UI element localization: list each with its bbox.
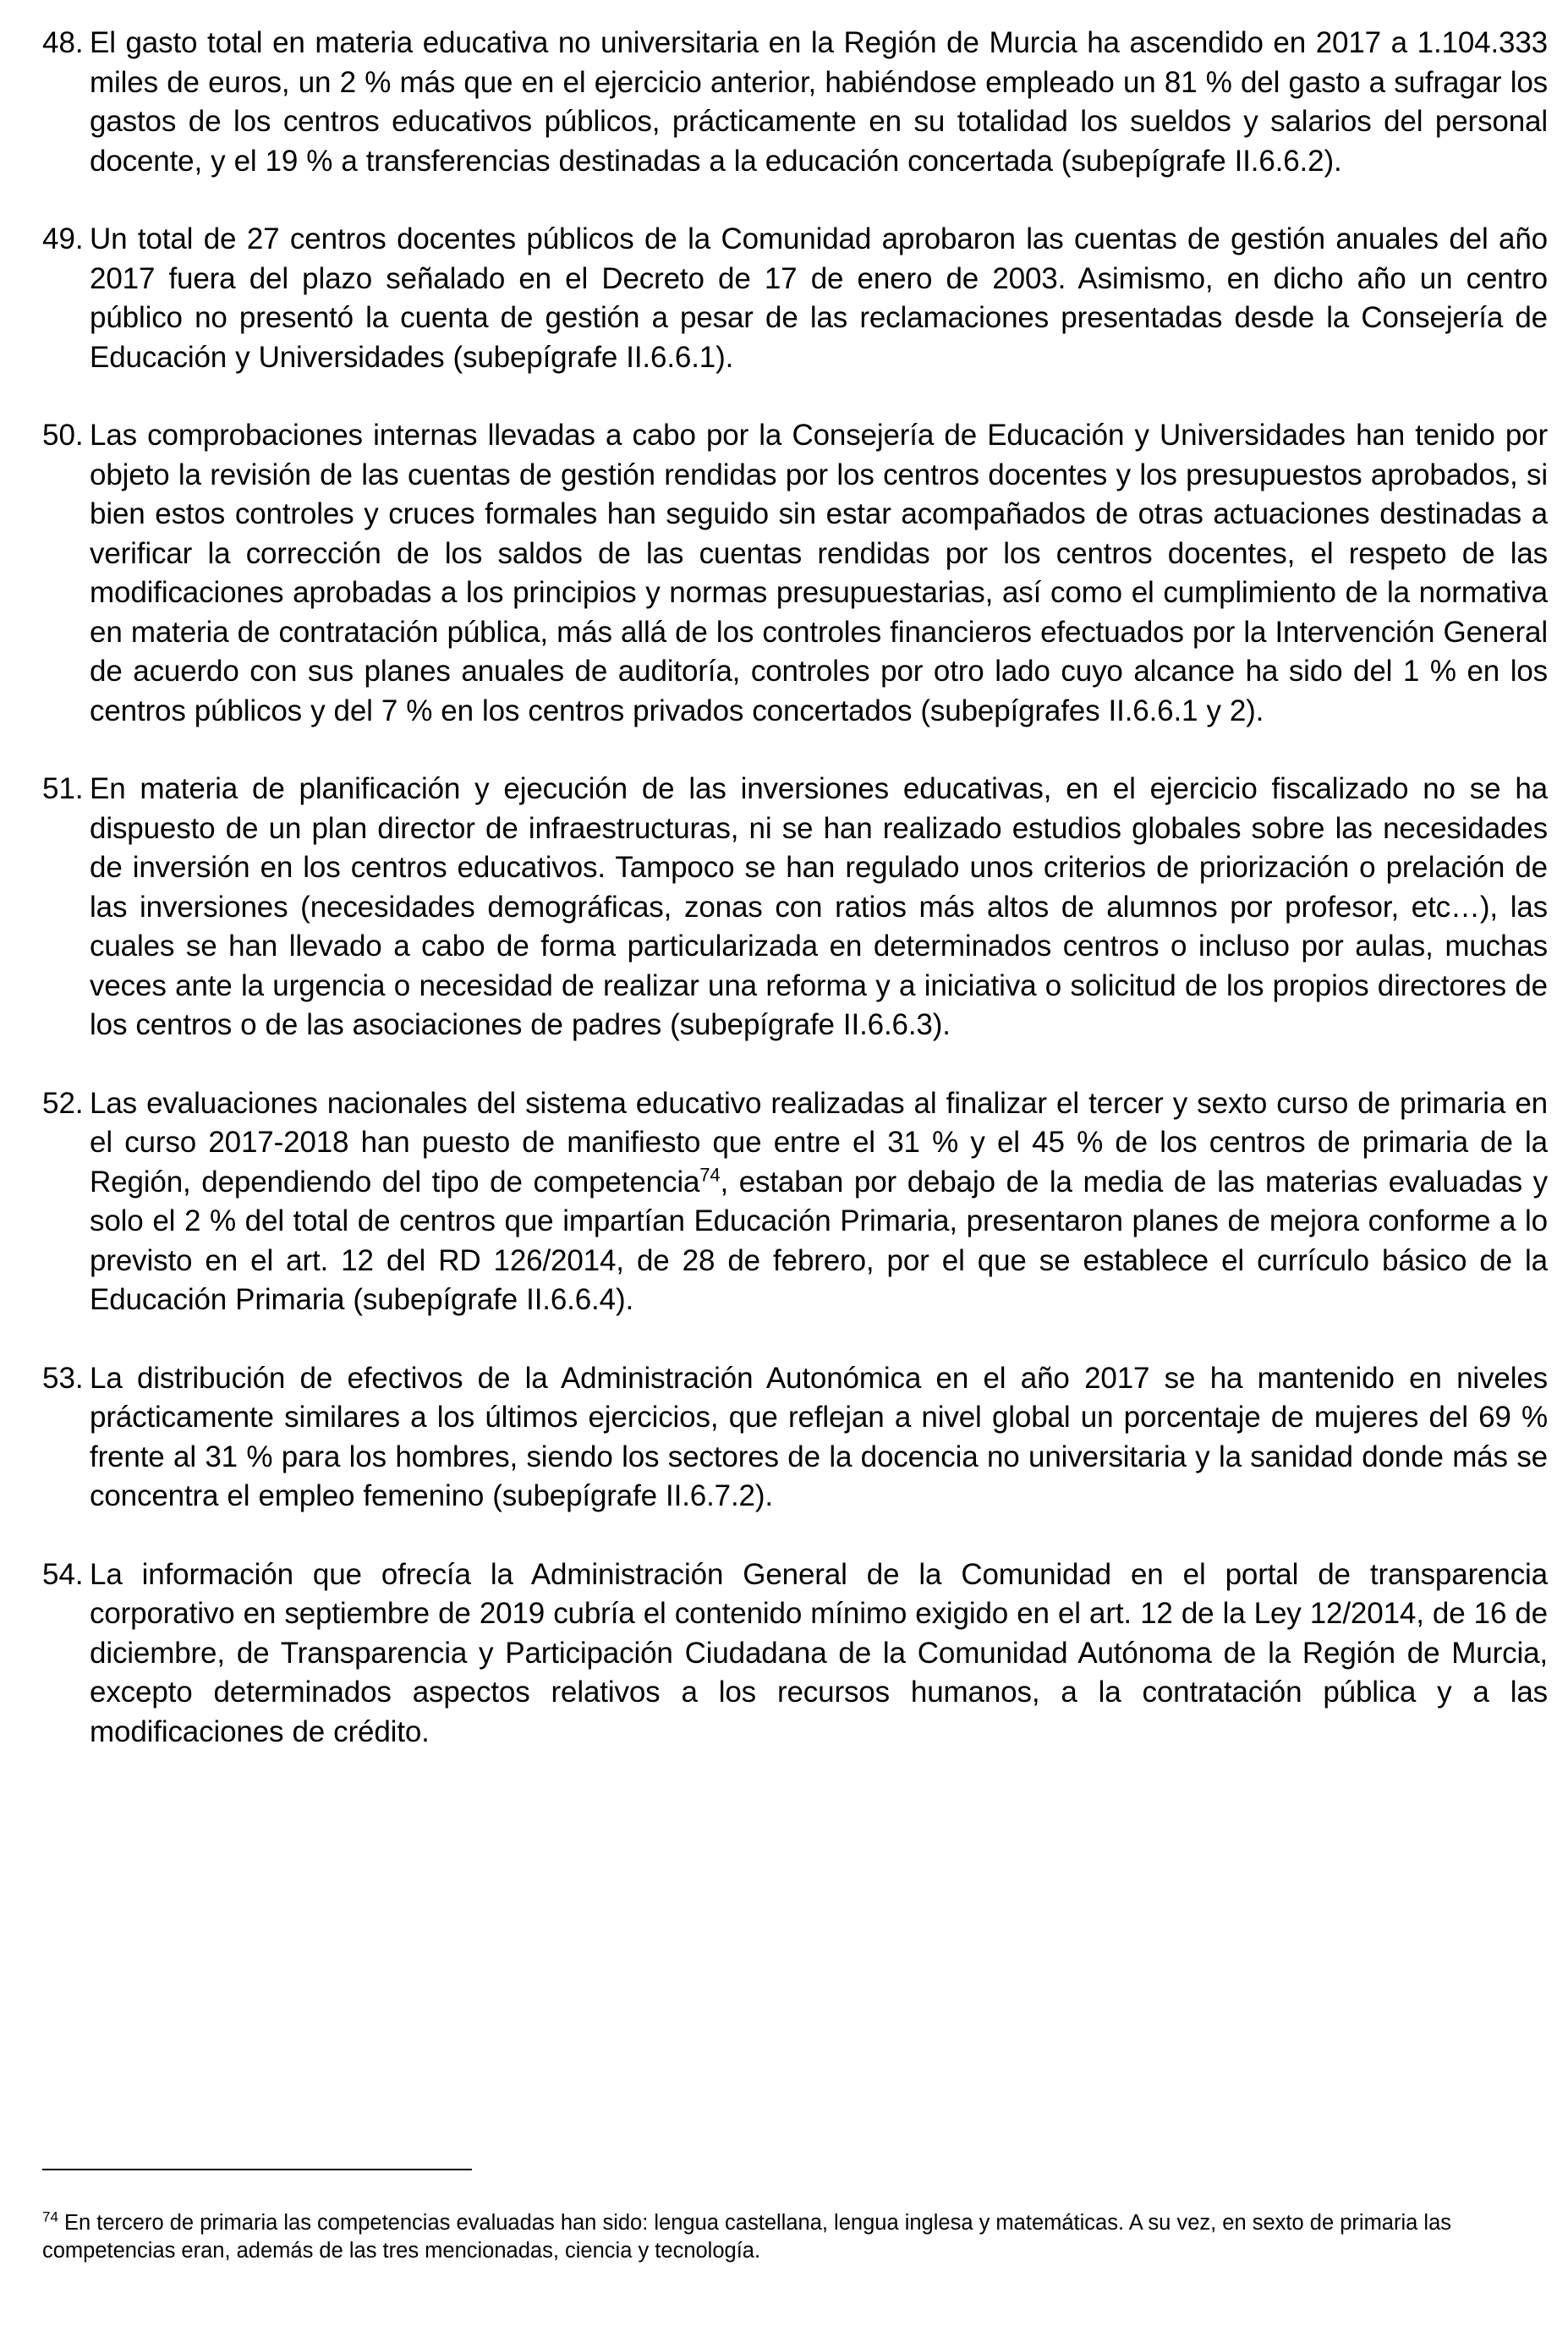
numbered-paragraph-list	[42, 24, 1548, 1791]
paragraph-text: El gasto total en materia educativa no universitaria en la Región de Murcia ha ascendido en 2017 a 1.104.333 miles de euros, un 2 % más que en el ejercicio anterior, habiéndose empleado un 81 % del gasto a sufragar los gastos de los centros educativos públicos, prácticamente en su totalidad los sueldos y salarios del personal docente, y el 19 % a transferencias destinadas a la educación concertada (subepígrafe II.6.6.2).	[90, 26, 1548, 178]
paragraph-number: 50.	[42, 419, 84, 452]
footnote-text: En tercero de primaria las competencias evaluadas han sido: lengua castellana, lengua inglesa y matemáticas. A su vez, en sexto de primaria las competencias eran, además de las tres mencionadas, ciencia y tecnología.	[42, 2211, 1452, 2263]
paragraph-number: 48.	[42, 26, 84, 59]
paragraph-text-before-ref: Las evaluaciones nacionales del sistema educativo realizadas al finalizar el tercer y sexto curso de primaria en el curso 2017-2018 han puesto de manifiesto que entre el 31 % y el 45 % de los centros de primaria de la Región, dependiendo del tipo de competencia	[90, 1086, 1548, 1199]
paragraph-number: 54.	[42, 1557, 84, 1591]
paragraph-text: Las comprobaciones internas llevadas a cabo por la Consejería de Educación y Universidades han tenido por objeto la revisión de las cuentas de gestión rendidas por los centros docentes y los presupuestos aprobados, si bien estos controles y cruces formales han seguido sin estar acompañados de otras actuaciones destinadas a verificar la corrección de los saldos de las cuentas rendidas por los centros docentes, el respeto de las modificaciones aprobadas a los principios y normas presupuestarias, así como el cumplimiento de la normativa en materia de contratación pública, más allá de los controles financieros efectuados por la Intervención General de acuerdo con sus planes anuales de auditoría, controles por otro lado cuyo alcance ha sido del 1 % en los centros públicos y del 7 % en los centros privados concertados (subepígrafes II.6.6.1 y 2).	[90, 419, 1548, 727]
paragraph-51	[42, 770, 1548, 1045]
paragraph-number: 51.	[42, 772, 84, 805]
footnote-74	[42, 2209, 1548, 2265]
footnote-reference[interactable]: 74	[699, 1163, 721, 1185]
paragraph-number: 52.	[42, 1086, 84, 1120]
paragraph-52	[42, 1084, 1548, 1320]
footnote-number: 74	[42, 2208, 58, 2225]
paragraph-53	[42, 1359, 1548, 1517]
paragraph-text: La información que ofrecía la Administración General de la Comunidad en el portal de transparencia corporativo en septiembre de 2019 cubría el contenido mínimo exigido en el art. 12 de la Ley 12/2014, de 16 de diciembre, de Transparencia y Participación Ciudadana de la Comunidad Autónoma de la Región de Murcia, excepto determinados aspectos relativos a los recursos humanos, a la contratación pública y a las modificaciones de crédito.	[90, 1557, 1548, 1748]
paragraph-text	[90, 1084, 1548, 1320]
paragraph-number: 53.	[42, 1361, 84, 1395]
paragraph-49	[42, 220, 1548, 377]
paragraph-50	[42, 416, 1548, 731]
paragraph-text: Un total de 27 centros docentes públicos de la Comunidad aprobaron las cuentas de gestión anuales del año 2017 fuera del plazo señalado en el Decreto de 17 de enero de 2003. Asimismo, en dicho año un centro público no presentó la cuenta de gestión a pesar de las reclamaciones presentadas desde la Consejería de Educación y Universidades (subepígrafe II.6.6.1).	[90, 222, 1548, 374]
paragraph-48	[42, 24, 1548, 181]
paragraph-text: En materia de planificación y ejecución de las inversiones educativas, en el ejercicio fiscalizado no se ha dispuesto de un plan director de infraestructuras, ni se han realizado estudios globales sobre las necesidades de inversión en los centros educativos. Tampoco se han regulado unos criterios de priorización o prelación de las inversiones (necesidades demográficas, zonas con ratios más altos de alumnos por profesor, etc…), las cuales se han llevado a cabo de forma particularizada en determinados centros o incluso por aulas, muchas veces ante la urgencia o necesidad de realizar una reforma y a iniciativa o solicitud de los propios directores de los centros o de las asociaciones de padres (subepígrafe II.6.6.3).	[90, 772, 1548, 1041]
paragraph-54	[42, 1555, 1548, 1753]
footnote-separator	[42, 2169, 472, 2170]
paragraph-text-after-ref: , estaban por debajo de la media de las materias evaluadas y solo el 2 % del total de centros que impartían Educación Primaria, presentaron planes de mejora conforme a lo previsto en el art. 12 del RD 126/2014, de 28 de febrero, por el que se establece el currículo básico de la Educación Primaria (subepígrafe II.6.6.4).	[90, 1165, 1548, 1316]
paragraph-text: La distribución de efectivos de la Administración Autonómica en el año 2017 se ha mantenido en niveles prácticamente similares a los últimos ejercicios, que reflejan a nivel global un porcentaje de mujeres del 69 % frente al 31 % para los hombres, siendo los sectores de la docencia no universitaria y la sanidad donde más se concentra el empleo femenino (subepígrafe II.6.7.2).	[90, 1361, 1548, 1512]
paragraph-number: 49.	[42, 222, 84, 255]
